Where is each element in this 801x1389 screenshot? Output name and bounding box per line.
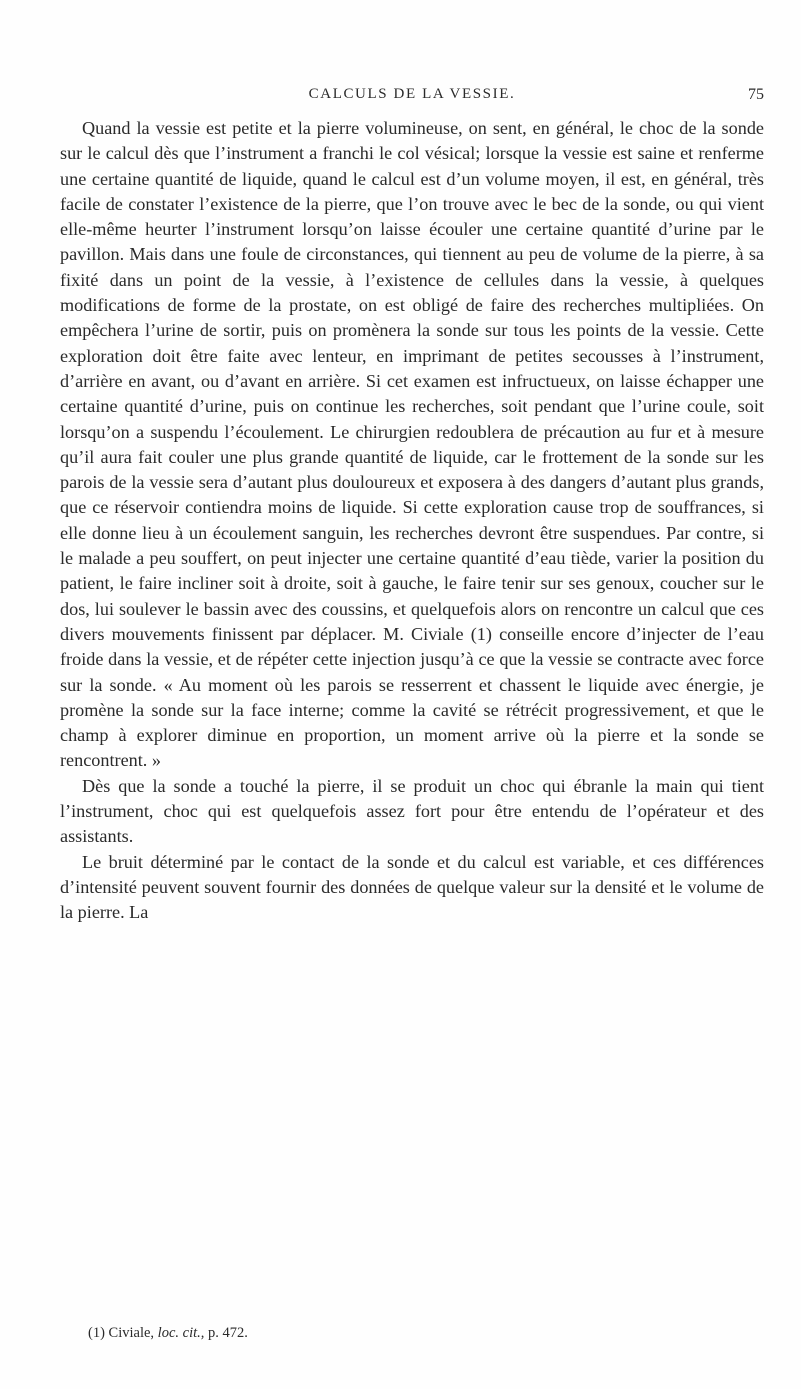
footnote-marker: (1) Civiale, [88, 1325, 155, 1341]
running-head [60, 86, 764, 110]
body-text [60, 116, 764, 926]
page-number: 75 [748, 86, 764, 103]
running-title: CALCULS DE LA VESSIE. [308, 86, 516, 102]
paragraph: Quand la vessie est petite et la pierre volumineuse, on sent, en général, le choc de la sonde sur le calcul dès que l’instrument a franchi le col vésical; lorsque la vessie est saine et renferme une certaine quantité de liquide, quand le calcul est d’un volume moyen, il est, en général, très facile de constater l’existence de la pierre, que l’on trouve avec le bec de la sonde, ou qui vient elle-même heurter l’instrument lorsqu’on laisse écouler une certaine quantité d’urine par le pavillon. Mais dans une foule de circonstances, qui tiennent au peu de volume de la pierre, à sa fixité dans un point de la vessie, à l’existence de cellules dans la vessie, à quelques modifications de forme de la prostate, on est obligé de faire des recherches multipliées. On empêchera l’urine de sortir, puis on promènera la sonde sur tous les points de la vessie. Cette exploration doit être faite avec lenteur, en imprimant de petites secousses à l’instrument, d’arrière en avant, ou d’avant en arrière. Si cet examen est infructueux, on laisse échapper une certaine quantité d’urine, puis on continue les recherches, soit pendant que l’urine coule, soit lorsqu’on a suspendu l’écoulement. Le chirurgien redoublera de précaution au fur et à mesure qu’il aura fait couler une plus grande quantité de liquide, car le frottement de la sonde sur les parois de la vessie sera d’autant plus douloureux et exposera à des dangers d’autant plus grands, que ce réservoir contiendra moins de liquide. Si cette exploration cause trop de souffrances, si elle donne lieu à un écoulement sanguin, les recherches devront être suspendues. Par contre, si le malade a peu souffert, on peut injecter une certaine quantité d’eau tiède, varier la position du patient, le faire incliner soit à droite, soit à gauche, le faire tenir sur ses genoux, coucher sur le dos, lui soulever le bassin avec des coussins, et quelquefois alors on rencontre un calcul que ces divers mouvements finissent par déplacer. M. Civiale (1) conseille encore d’injecter de l’eau froide dans la vessie, et de répéter cette injection jusqu’à ce que la vessie se contracte avec force sur la sonde. « Au moment où les parois se resserrent et chassent le liquide avec énergie, je promène la sonde sur la face interne; comme la cavité se rétrécit progressivement, et que le champ à explorer diminue en proportion, un moment arrive où la pierre et la sonde se rencontrent. » [60, 118, 764, 771]
footnote-page: p. 472. [208, 1325, 248, 1341]
footnote-citation: loc. cit., [157, 1325, 205, 1341]
footnote [88, 1324, 248, 1342]
paragraph: Le bruit déterminé par le contact de la sonde et du calcul est variable, et ces différences d’intensité peuvent souvent fournir des données de quelque valeur sur la densité et le volume de la pierre. La [60, 851, 764, 923]
paragraph: Dès que la sonde a touché la pierre, il se produit un choc qui ébranle la main qui tient l’instrument, choc qui est quelquefois assez fort pour être entendu de l’opérateur et des assistants. [60, 775, 764, 847]
